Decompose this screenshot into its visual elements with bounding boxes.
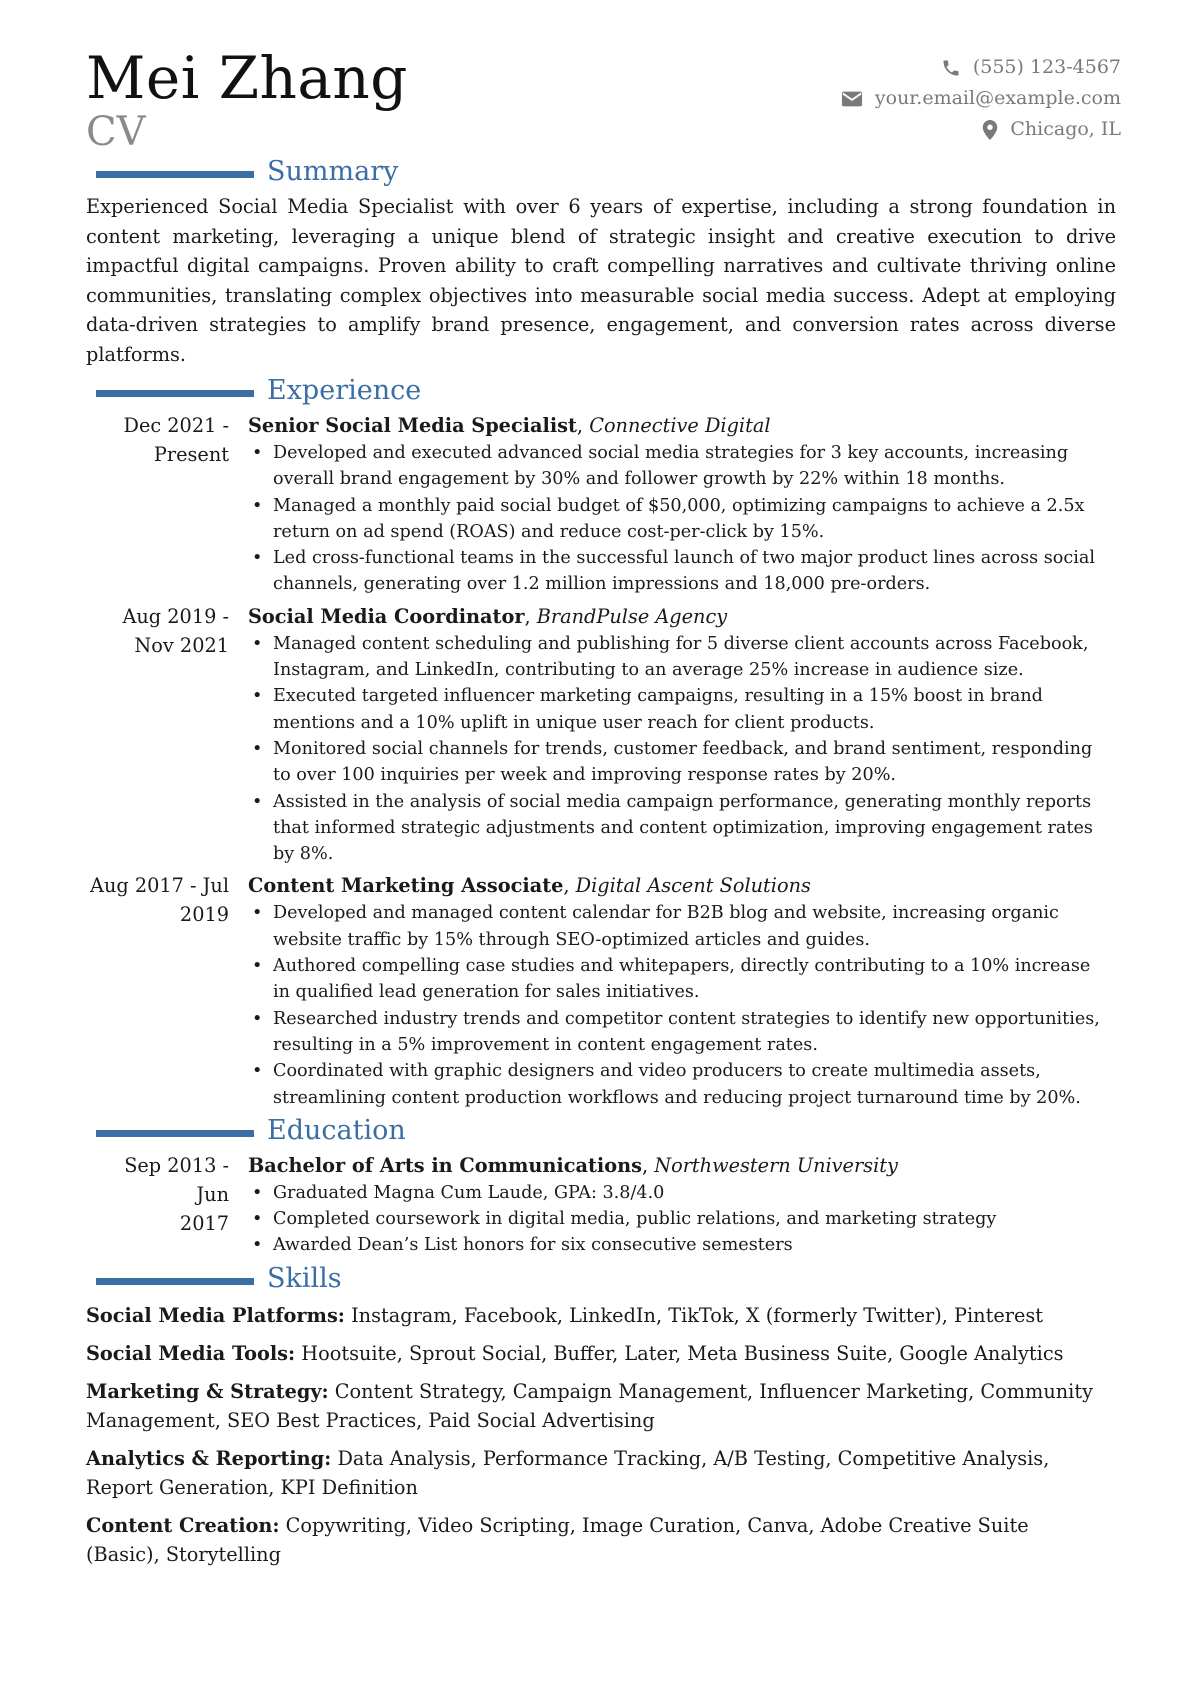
entry-body: [248, 871, 1116, 1110]
experience-entry: [86, 602, 1116, 868]
section-divider-bar: [96, 390, 254, 397]
section-skills-heading: [86, 1263, 1116, 1299]
skill-value: Content Strategy, Campaign Management, Influencer Marketing, Community Management, SEO Best Practices, Paid Social Advertising: [86, 1379, 1093, 1432]
experience-entry: [86, 411, 1116, 598]
skill-label: Content Creation:: [86, 1513, 280, 1537]
date-end: Present: [153, 443, 229, 466]
bullet-item: • Completed coursework in digital media, public relations, and marketing strategy: [248, 1206, 1116, 1232]
bullet-item: • Executed targeted influencer marketing campaigns, resulting in a 15% boost in brand mentions and a 10% uplift in unique user reach for client products.: [248, 683, 1116, 736]
document-subtitle: CV: [86, 109, 146, 155]
section-summary-heading: [86, 156, 1116, 192]
summary-text: Experienced Social Media Specialist with over 6 years of expertise, including a strong foundation in content marketing, leveraging a unique blend of strategic insight and creative execution to drive impactful digital campaigns. Proven ability to craft compelling narratives and cultivate thriving online communities, translating complex objectives into measurable social media success. Adept at employing data-driven strategies to amplify brand presence, engagement, and conversion rates across diverse platforms.: [86, 195, 1116, 366]
skill-label: Social Media Tools:: [86, 1341, 296, 1365]
section-divider-bar: [96, 171, 254, 178]
candidate-name: Mei Zhang: [86, 44, 408, 112]
entry-title: Content Marketing Associate, Digital Ascent Solutions: [248, 874, 811, 898]
skill-group: [86, 1511, 1116, 1569]
bullet-list: [248, 440, 1116, 598]
skill-value: Copywriting, Video Scripting, Image Curation, Canva, Adobe Creative Suite (Basic), Storytelling: [86, 1513, 1029, 1566]
section-title: Skills: [267, 1262, 342, 1294]
skill-group: [86, 1339, 1116, 1368]
job-organization: BrandPulse Agency: [536, 604, 728, 628]
bullet-item: • Authored compelling case studies and whitepapers, directly contributing to a 10% increase in qualified lead generation for sales initiatives.: [248, 953, 1116, 1006]
entry-title: Senior Social Media Specialist, Connective Digital: [248, 414, 771, 437]
date-end: 2019: [179, 903, 229, 927]
job-organization: Connective Digital: [589, 414, 771, 437]
date-end: Nov 2021: [134, 633, 229, 657]
entry-date: [86, 411, 248, 598]
bullet-item: • Developed and executed advanced social media strategies for 3 key accounts, increasing overall brand engagement by 30% and follower growth by 22% within 18 months.: [248, 440, 1116, 493]
bullet-item: • Managed content scheduling and publishing for 5 diverse client accounts across Facebook, Instagram, and LinkedIn, contributing to an average 25% increase in audience size.: [248, 631, 1116, 684]
skill-group: [86, 1301, 1116, 1330]
contact-info: [841, 52, 1121, 145]
entry-date: [86, 602, 248, 868]
bullet-item: • Developed and managed content calendar for B2B blog and website, increasing organic website traffic by 15% through SEO-optimized articles and guides.: [248, 900, 1116, 953]
job-organization: Digital Ascent Solutions: [575, 874, 811, 898]
email-address[interactable]: your.email@example.com: [874, 87, 1121, 109]
entry-body: [248, 1151, 1116, 1259]
skill-group: [86, 1444, 1116, 1502]
bullet-item: • Coordinated with graphic designers and video producers to create multimedia assets, streamlining content production workflows and reducing project turnaround time by 20%.: [248, 1058, 1116, 1111]
entry-body: [248, 602, 1116, 868]
entry-date: [86, 871, 248, 1110]
date-start: Aug 2017 - Jul: [90, 874, 229, 898]
bullet-list: [248, 1180, 1116, 1259]
job-role: Social Media Coordinator: [248, 604, 525, 628]
entry-body: [248, 411, 1116, 598]
bullet-item: • Led cross-functional teams in the successful launch of two major product lines across social channels, generating over 1.2 million impressions and 18,000 pre-orders.: [248, 545, 1116, 598]
skill-label: Marketing & Strategy:: [86, 1379, 329, 1403]
bullet-item: • Graduated Magna Cum Laude, GPA: 3.8/4.0: [248, 1180, 1116, 1206]
experience-entry: [86, 871, 1116, 1110]
resume-header: [86, 44, 1121, 155]
job-role: Senior Social Media Specialist: [248, 414, 577, 437]
skill-value: Instagram, Facebook, LinkedIn, TikTok, X (formerly Twitter), Pinterest: [351, 1303, 1044, 1327]
job-role: Content Marketing Associate: [248, 874, 564, 898]
degree-name: Bachelor of Arts in Communications: [248, 1153, 642, 1177]
map-marker-icon: [982, 120, 998, 140]
skill-label: Analytics & Reporting:: [86, 1446, 332, 1470]
date-start: Dec 2021 -: [123, 414, 229, 437]
section-divider-bar: [96, 1130, 254, 1137]
phone-number[interactable]: (555) 123-4567: [972, 56, 1121, 78]
section-title: Education: [267, 1114, 406, 1146]
entry-date: [86, 1151, 248, 1259]
skills-list: [86, 1301, 1116, 1569]
date-end: 2017: [179, 1211, 229, 1235]
date-start: Sep 2013 - Jun: [124, 1153, 229, 1206]
bullet-item: • Awarded Dean’s List honors for six consecutive semesters: [248, 1232, 1116, 1258]
education-entry: [86, 1151, 1116, 1259]
skill-group: [86, 1377, 1116, 1435]
section-title: Summary: [267, 156, 399, 187]
bullet-item: • Researched industry trends and competitor content strategies to identify new opportunities, resulting in a 5% improvement in content engagement rates.: [248, 1006, 1116, 1059]
contact-location: [841, 114, 1121, 145]
entry-title: Bachelor of Arts in Communications, Northwestern University: [248, 1153, 898, 1177]
skill-value: Hootsuite, Sprout Social, Buffer, Later, Meta Business Suite, Google Analytics: [301, 1341, 1064, 1365]
envelope-icon: [841, 90, 863, 108]
contact-phone: [841, 52, 1121, 83]
contact-email: [841, 83, 1121, 114]
entry-title: Social Media Coordinator, BrandPulse Agency: [248, 604, 728, 628]
section-divider-bar: [96, 1278, 254, 1285]
section-title: Experience: [267, 375, 422, 406]
section-education-heading: [86, 1115, 1116, 1151]
school-name: Northwestern University: [654, 1153, 898, 1177]
bullet-list: [248, 900, 1116, 1110]
resume-page: [86, 44, 1121, 1578]
bullet-item: • Managed a monthly paid social budget of $50,000, optimizing campaigns to achieve a 2.5x return on ad spend (ROAS) and reduce cost-per-click by 15%.: [248, 493, 1116, 546]
bullet-item: • Monitored social channels for trends, customer feedback, and brand sentiment, responding to over 100 inquiries per week and improving response rates by 20%.: [248, 736, 1116, 789]
skill-label: Social Media Platforms:: [86, 1303, 345, 1327]
date-start: Aug 2019 -: [122, 604, 229, 628]
skill-value: Data Analysis, Performance Tracking, A/B Testing, Competitive Analysis, Report Generation, KPI Definition: [86, 1446, 1050, 1499]
bullet-list: [248, 631, 1116, 868]
bullet-item: • Assisted in the analysis of social media campaign performance, generating monthly reports that informed strategic adjustments and content optimization, improving engagement rates by 8%.: [248, 789, 1116, 868]
location-text: Chicago, IL: [1010, 118, 1121, 140]
phone-icon: [941, 58, 961, 78]
section-experience-heading: [86, 375, 1116, 411]
